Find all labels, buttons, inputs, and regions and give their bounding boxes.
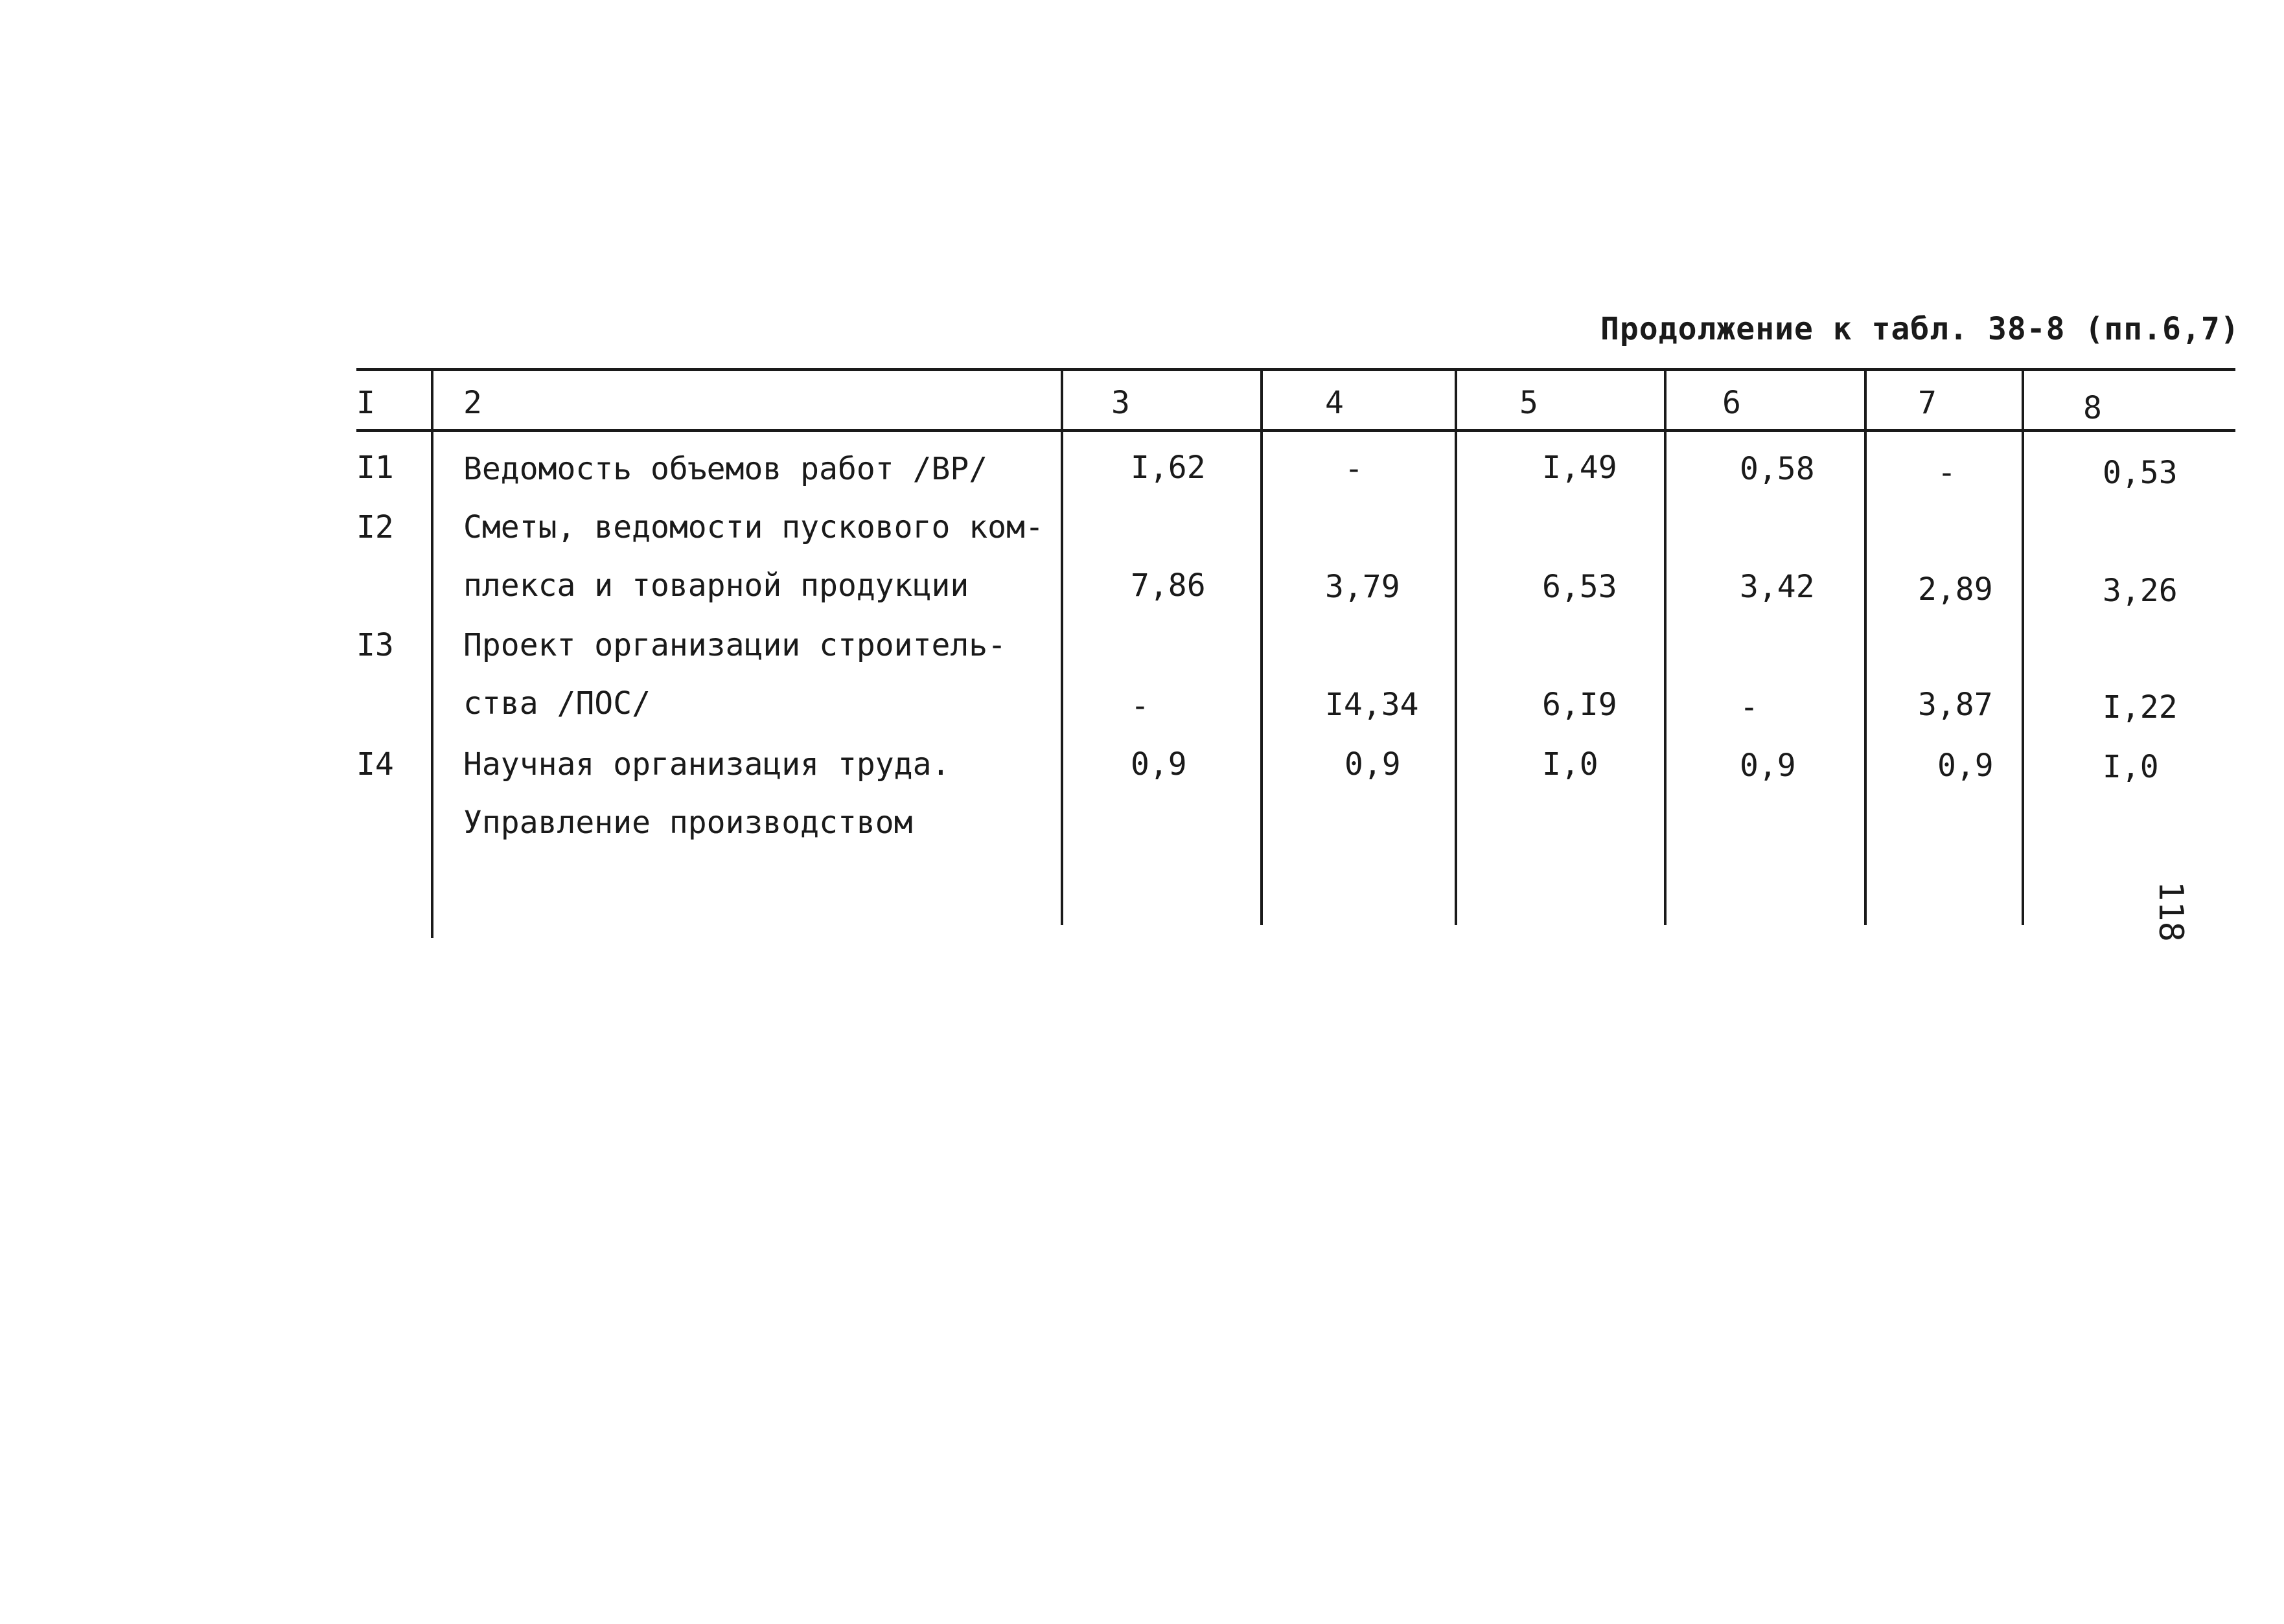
table-cell: 3,79: [1325, 569, 1400, 605]
header-col-2: 2: [463, 385, 482, 421]
table-cell: 2,89: [1918, 571, 1993, 608]
table-cell: 0,9: [1937, 748, 1994, 784]
row-number: I2: [356, 509, 394, 545]
col-divider-3: [1260, 368, 1263, 925]
table-cell: I,49: [1542, 450, 1617, 486]
col-divider-2: [1061, 368, 1063, 925]
page-number: 118: [2151, 881, 2190, 942]
table-cell: 0,9: [1344, 746, 1401, 783]
table-cell: I,62: [1131, 450, 1206, 486]
table-cell: -: [1131, 688, 1149, 724]
header-col-4: 4: [1325, 385, 1344, 421]
table-cell: I,0: [2103, 749, 2159, 785]
header-col-8: 8: [2083, 390, 2102, 426]
row-text: Сметы, ведомости пускового ком-: [463, 509, 1044, 545]
table-cell: -: [1740, 689, 1759, 726]
table-cell: 3,26: [2103, 573, 2178, 609]
col-divider-5: [1664, 368, 1667, 925]
header-col-1: I: [356, 385, 375, 421]
header-col-3: 3: [1111, 385, 1130, 421]
col-divider-1: [431, 368, 433, 938]
row-text: Ведомость объемов работ /ВР/: [463, 451, 988, 487]
table-cell: 6,I9: [1542, 687, 1617, 723]
table-cell: 0,9: [1131, 746, 1187, 783]
header-col-6: 6: [1722, 385, 1741, 421]
table-cell: 3,87: [1918, 687, 1993, 723]
table-cell: I,22: [2103, 689, 2178, 726]
table-cell: 6,53: [1542, 569, 1617, 605]
table-cell: -: [1344, 451, 1363, 487]
row-number: I1: [356, 450, 394, 486]
row-text: Управление производством: [463, 805, 913, 841]
row-number: I4: [356, 746, 394, 783]
header-col-5: 5: [1519, 385, 1538, 421]
row-text: плекса и товарной продукции: [463, 567, 969, 604]
table-cell: 7,86: [1131, 567, 1206, 604]
table-top-rule: [356, 368, 2235, 371]
row-text: ства /ПОС/: [463, 685, 651, 722]
table-cell: I,0: [1542, 746, 1598, 783]
table-cell: 0,58: [1740, 451, 1815, 487]
row-text: Проект организации строитель-: [463, 627, 1007, 663]
table-cell: -: [1937, 455, 1956, 491]
data-table: [356, 368, 2235, 938]
table-caption: Продолжение к табл. 38-8 (пп.6,7): [1600, 311, 2240, 347]
table-cell: I4,34: [1325, 687, 1419, 723]
table-cell: 0,53: [2103, 455, 2178, 491]
col-divider-4: [1455, 368, 1457, 925]
row-number: I3: [356, 627, 394, 663]
header-rule: [356, 429, 2235, 432]
header-col-7: 7: [1918, 385, 1937, 421]
row-text: Научная организация труда.: [463, 746, 951, 783]
table-cell: 3,42: [1740, 569, 1815, 605]
col-divider-7: [2022, 368, 2024, 925]
table-cell: 0,9: [1740, 748, 1796, 784]
col-divider-6: [1864, 368, 1867, 925]
